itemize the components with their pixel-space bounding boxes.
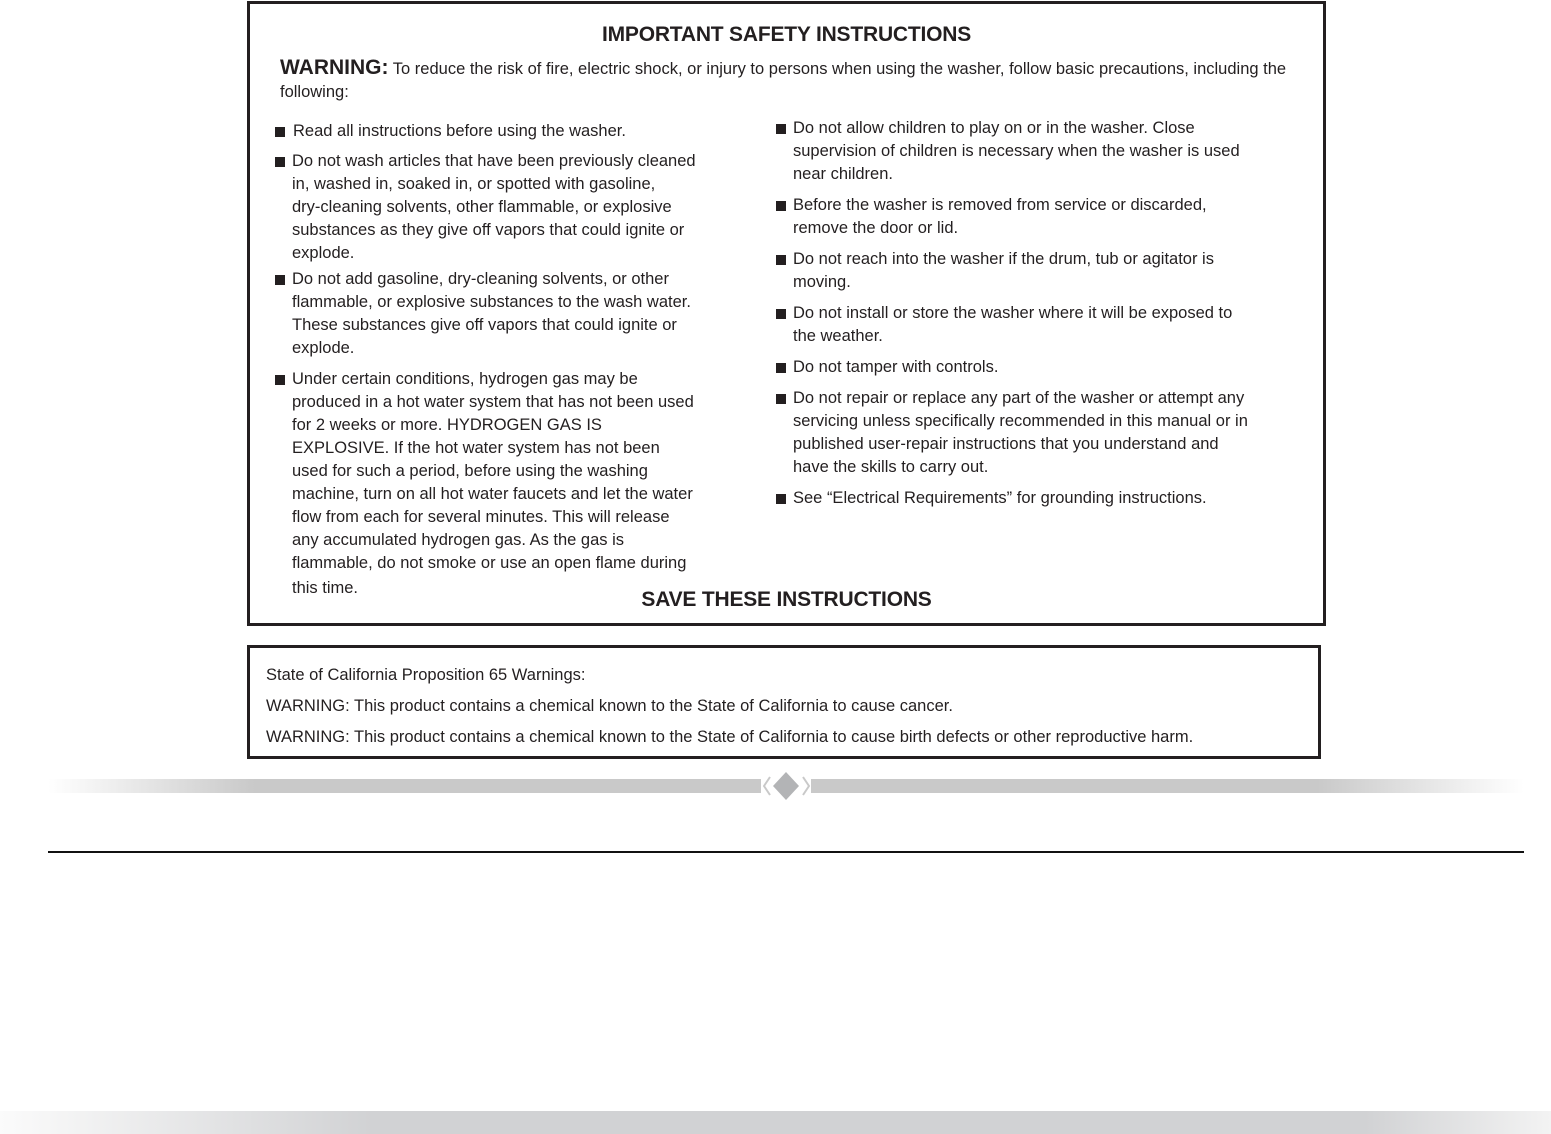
item-text-line: any accumulated hydrogen gas. As the gas is <box>292 531 625 549</box>
item-text-line: Under certain conditions, hydrogen gas may be <box>292 370 638 388</box>
item-text-line: flow from each for several minutes. This will release <box>292 508 670 526</box>
square-bullet-icon <box>776 363 786 373</box>
item-text-line: Do not install or store the washer where it will be exposed to <box>793 304 1233 322</box>
safety-list-item <box>274 150 744 265</box>
square-bullet-icon <box>275 275 285 285</box>
item-text-line: EXPLOSIVE. If the hot water system has not been <box>292 439 660 457</box>
warning-intro <box>280 56 1300 104</box>
item-text-line: Before the washer is removed from service or discarded, <box>793 196 1207 214</box>
item-text-line: supervision of children is necessary when the washer is used <box>793 142 1240 160</box>
item-text-line: Do not reach into the washer if the drum, tub or agitator is <box>793 250 1214 268</box>
item-text-line: See “Electrical Requirements” for grounding instructions. <box>793 489 1207 507</box>
item-text-line: produced in a hot water system that has not been used <box>292 393 694 411</box>
item-text-line: dry-cleaning solvents, other flammable, or explosive <box>292 198 672 216</box>
prop65-cancer-warning: WARNING: This product contains a chemical known to the State of California to cause cancer. <box>266 697 953 715</box>
chevron-left-icon <box>763 776 771 796</box>
safety-list-item <box>274 120 744 143</box>
item-text-line: Read all instructions before using the washer. <box>293 122 626 140</box>
item-text-line: in, washed in, soaked in, or spotted with gasoline, <box>292 175 656 193</box>
square-bullet-icon <box>776 201 786 211</box>
square-bullet-icon <box>776 494 786 504</box>
item-text-line: explode. <box>292 339 355 357</box>
item-text-line: Do not add gasoline, dry-cleaning solvents, or other <box>292 270 669 288</box>
item-text-line: the weather. <box>793 327 883 345</box>
warning-text: To reduce the risk of fire, electric shock, or injury to persons when using the washer, follow basic precautions, including the following: <box>280 60 1287 101</box>
safety-list-item <box>775 387 1300 479</box>
safety-list-left <box>274 120 744 608</box>
warning-label: WARNING: <box>280 56 389 79</box>
square-bullet-icon <box>275 157 285 167</box>
item-text-line: have the skills to carry out. <box>793 458 989 476</box>
square-bullet-icon <box>776 124 786 134</box>
item-text-line: machine, turn on all hot water faucets and let the water <box>292 485 693 503</box>
item-text-line: published user-repair instructions that you understand and <box>793 435 1219 453</box>
chevron-right-icon <box>802 776 810 796</box>
item-text-line: Do not repair or replace any part of the washer or attempt any <box>793 389 1245 407</box>
prop65-warning-box <box>247 645 1321 759</box>
safety-list-item <box>775 194 1300 240</box>
prop65-heading: State of California Proposition 65 Warnings: <box>266 666 586 684</box>
diamond-icon <box>773 772 799 800</box>
square-bullet-icon <box>776 255 786 265</box>
save-instructions-title: SAVE THESE INSTRUCTIONS <box>641 588 932 611</box>
square-bullet-icon <box>776 394 786 404</box>
item-text-line: this time. <box>292 579 359 597</box>
safety-list-item <box>775 248 1300 294</box>
square-bullet-icon <box>776 309 786 319</box>
item-text-line: Do not wash articles that have been previously cleaned <box>292 152 696 170</box>
safety-list-item <box>274 368 744 600</box>
horizontal-rule <box>48 851 1524 853</box>
item-text-line: explode. <box>292 244 355 262</box>
safety-list-item <box>274 268 744 360</box>
item-text-line: Do not tamper with controls. <box>793 358 999 376</box>
item-text-line: near children. <box>793 165 893 183</box>
item-text-line: flammable, do not smoke or use an open flame during <box>292 554 687 572</box>
prop65-reproductive-warning: WARNING: This product contains a chemical known to the State of California to cause birth defects or other reproductive harm. <box>266 728 1194 746</box>
item-text-line: substances as they give off vapors that could ignite or <box>292 221 685 239</box>
square-bullet-icon <box>275 375 285 385</box>
safety-list-item <box>775 117 1300 186</box>
safety-instructions-box <box>247 1 1326 626</box>
item-text-line: moving. <box>793 273 851 291</box>
safety-list-item <box>775 487 1300 510</box>
item-text-line: flammable, or explosive substances to the wash water. <box>292 293 691 311</box>
item-text-line: for 2 weeks or more. HYDROGEN GAS IS <box>292 416 602 434</box>
item-text-line: remove the door or lid. <box>793 219 959 237</box>
footer-band <box>0 1111 1551 1134</box>
safety-title: IMPORTANT SAFETY INSTRUCTIONS <box>601 23 972 46</box>
safety-list-right <box>775 117 1300 518</box>
item-text-line: used for such a period, before using the washing <box>292 462 648 480</box>
safety-list-item <box>775 302 1300 348</box>
square-bullet-icon <box>275 127 285 137</box>
item-text-line: These substances give off vapors that could ignite or <box>292 316 677 334</box>
safety-list-item <box>775 356 1300 379</box>
item-text-line: servicing unless specifically recommended in this manual or in <box>793 412 1248 430</box>
item-text-line: Do not allow children to play on or in the washer. Close <box>793 119 1195 137</box>
